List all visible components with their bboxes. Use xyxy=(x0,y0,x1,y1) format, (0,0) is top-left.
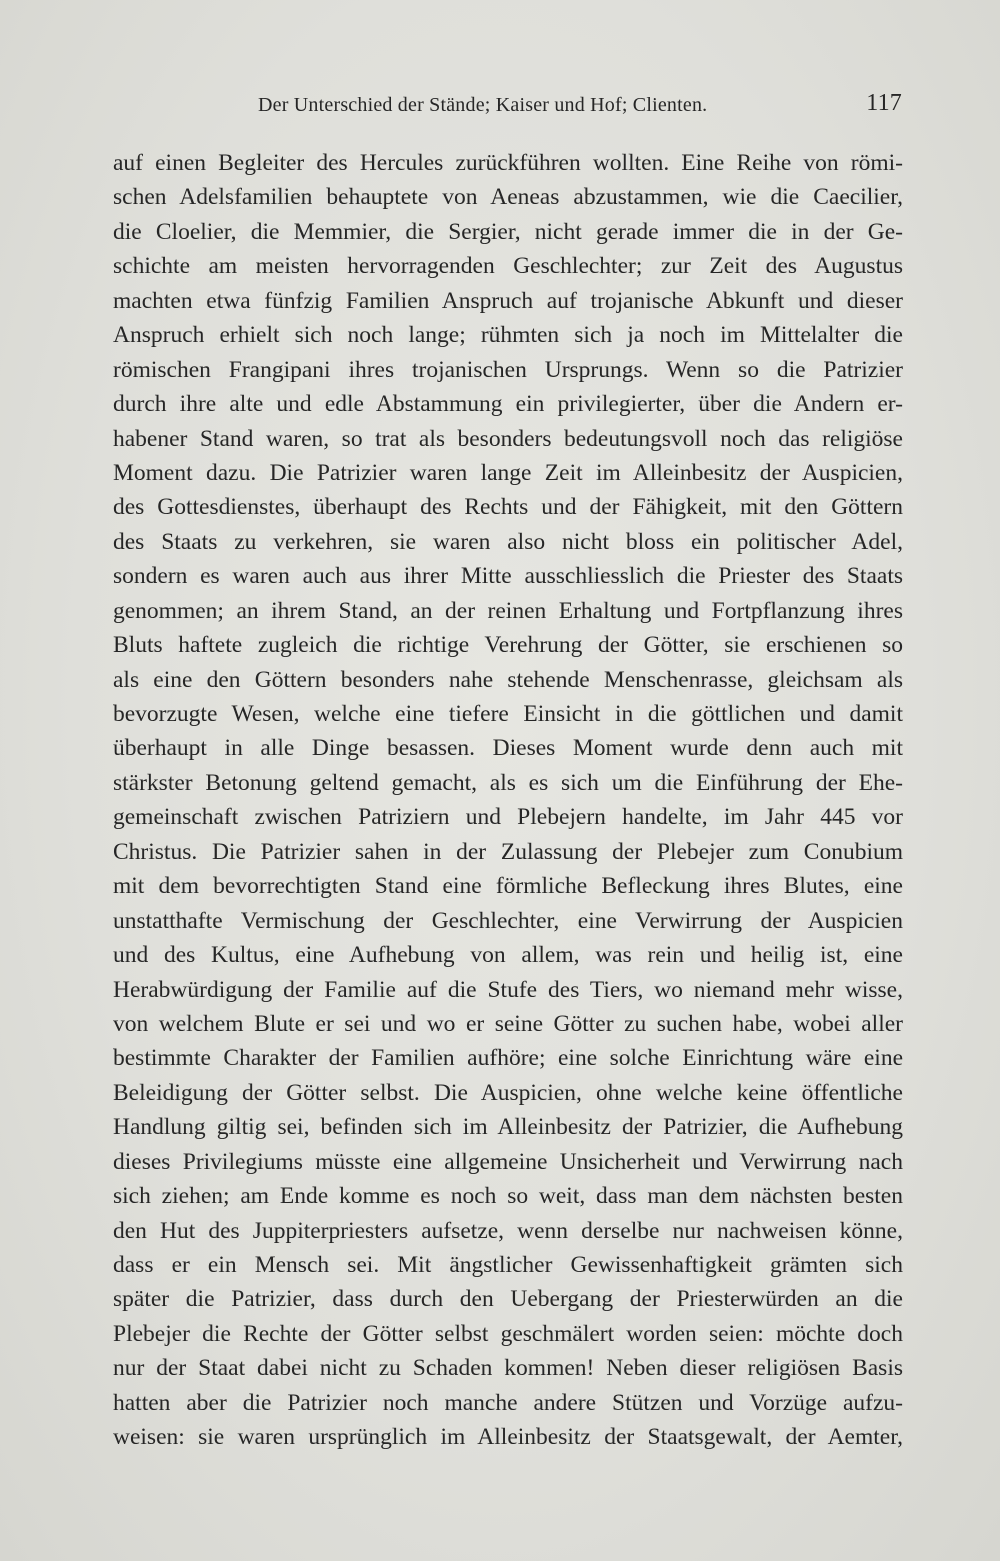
text-line: Christus. Die Patrizier sahen in der Zulassung der Plebejer zum Conubium xyxy=(113,838,903,865)
text-line: machten etwa fünfzig Familien Anspruch auf trojanische Abkunft und dieser xyxy=(113,287,903,314)
text-line: Plebejer die Rechte der Götter selbst geschmälert worden seien: möchte doch xyxy=(113,1320,903,1347)
text-line: des Gottesdienstes, überhaupt des Rechts und der Fähigkeit, mit den Göttern xyxy=(113,494,903,521)
text-line: schen Adelsfamilien behauptete von Aeneas abzustammen, wie die Caecilier, xyxy=(113,184,903,211)
text-line: dieses Privilegiums müsste eine allgemeine Unsicherheit und Verwirrung nach xyxy=(113,1148,903,1175)
text-line: bevorzugte Wesen, welche eine tiefere Einsicht in die göttlichen und damit xyxy=(113,701,903,727)
running-title: Der Unterschied der Stände; Kaiser und Hof; Clienten. xyxy=(258,94,708,116)
text-line: mit dem bevorrechtigten Stand eine förmliche Befleckung ihres Blutes, eine xyxy=(113,873,903,900)
text-line: sich ziehen; am Ende komme es noch so weit, dass man dem nächsten besten xyxy=(113,1183,903,1210)
text-line: Moment dazu. Die Patrizier waren lange Zeit im Alleinbesitz der Auspicien, xyxy=(113,459,903,486)
text-line: hatten aber die Patrizier noch manche andere Stützen und Vorzüge aufzu- xyxy=(113,1389,903,1416)
text-line: später die Patrizier, dass durch den Uebergang der Priesterwürden an die xyxy=(113,1286,903,1313)
text-line: als eine den Göttern besonders nahe stehende Menschenrasse, gleichsam als xyxy=(113,666,903,693)
text-line: dass er ein Mensch sei. Mit ängstlicher Gewissenhaftigkeit grämten sich xyxy=(113,1252,903,1278)
text-line: gemeinschaft zwischen Patriziern und Plebejern handelte, im Jahr 445 vor xyxy=(113,804,903,831)
text-line: Anspruch erhielt sich noch lange; rühmten sich ja noch im Mittelalter die xyxy=(113,322,903,349)
text-line: Herabwürdigung der Familie auf die Stufe des Tiers, wo niemand mehr wisse, xyxy=(113,976,903,1003)
text-line: weisen: sie waren ursprünglich im Alleinbesitz der Staatsgewalt, der Aemter, xyxy=(113,1424,903,1451)
page-number: 117 xyxy=(866,90,902,116)
text-line: schichte am meisten hervorragenden Geschlechter; zur Zeit des Augustus xyxy=(113,253,903,280)
text-line: stärkster Betonung geltend gemacht, als es sich um die Einführung der Ehe- xyxy=(113,769,903,796)
text-line: und des Kultus, eine Aufhebung von allem, was rein und heilig ist, eine xyxy=(113,942,903,969)
text-line: des Staats zu verkehren, sie waren also nicht bloss ein politischer Adel, xyxy=(113,528,903,555)
text-line: überhaupt in alle Dinge besassen. Dieses Moment wurde denn auch mit xyxy=(113,735,903,762)
text-line: die Cloelier, die Memmier, die Sergier, nicht gerade immer die in der Ge- xyxy=(113,218,903,245)
text-line: Handlung giltig sei, befinden sich im Alleinbesitz der Patrizier, die Aufhebung xyxy=(113,1114,903,1141)
text-line: römischen Frangipani ihres trojanischen Ursprungs. Wenn so die Patrizier xyxy=(113,356,903,383)
text-line: bestimmte Charakter der Familien aufhöre; eine solche Einrichtung wäre eine xyxy=(113,1045,903,1072)
text-line: habener Stand waren, so trat als besonders bedeutungsvoll noch das religiöse xyxy=(113,425,903,452)
text-line: Bluts haftete zugleich die richtige Verehrung der Götter, sie erschienen so xyxy=(113,632,903,659)
text-line: den Hut des Juppiterpriesters aufsetze, wenn derselbe nur nachweisen könne, xyxy=(113,1217,903,1244)
text-line: Beleidigung der Götter selbst. Die Auspicien, ohne welche keine öffentliche xyxy=(113,1079,903,1106)
text-line: sondern es waren auch aus ihrer Mitte ausschliesslich die Priester des Staats xyxy=(113,563,903,590)
text-line: durch ihre alte und edle Abstammung ein privilegierter, über die Andern er- xyxy=(113,391,903,418)
body-text xyxy=(113,146,903,1455)
text-line: von welchem Blute er sei und wo er seine Götter zu suchen habe, wobei aller xyxy=(113,1010,903,1037)
text-line: unstatthafte Vermischung der Geschlechter, eine Verwirrung der Auspicien xyxy=(113,907,903,934)
text-line: nur der Staat dabei nicht zu Schaden kommen! Neben dieser religiösen Basis xyxy=(113,1355,903,1382)
running-head xyxy=(112,90,902,124)
text-line: genommen; an ihrem Stand, an der reinen Erhaltung und Fortpflanzung ihres xyxy=(113,597,903,624)
text-line: auf einen Begleiter des Hercules zurückführen wollten. Eine Reihe von römi- xyxy=(113,150,903,176)
